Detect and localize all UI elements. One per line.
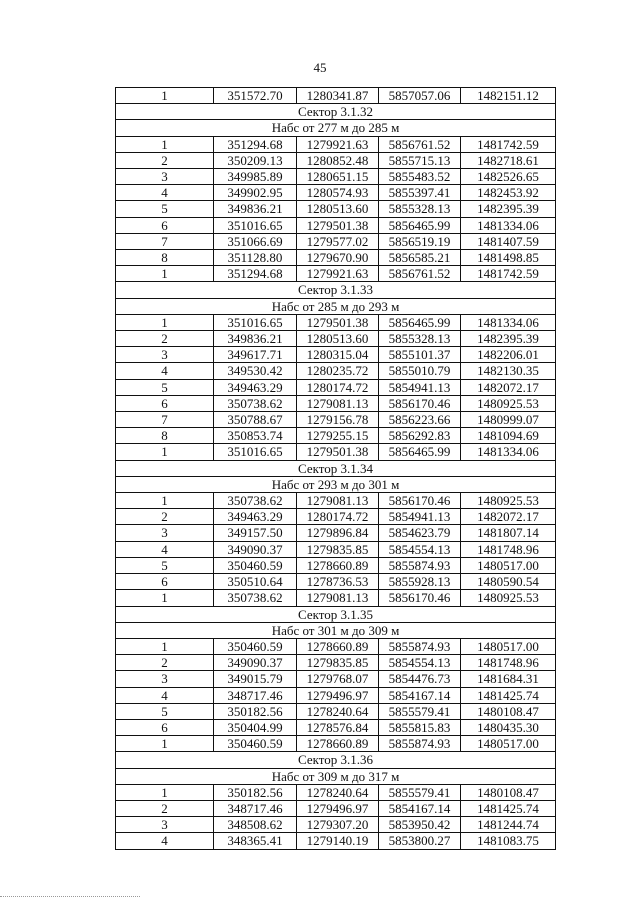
- point-number-cell: 6: [116, 217, 214, 233]
- coordinate-cell: 1278576.84: [297, 719, 379, 735]
- point-number-cell: 1: [116, 88, 214, 104]
- sector-title: Сектор 3.1.32: [116, 104, 556, 120]
- sector-range-row: [116, 768, 556, 784]
- coordinate-cell: 1280235.72: [297, 363, 379, 379]
- coordinate-cell: 1481407.59: [461, 233, 556, 249]
- coordinate-cell: 5855874.93: [379, 736, 461, 752]
- coordinate-cell: 350182.56: [214, 784, 297, 800]
- sector-range-row: [116, 120, 556, 136]
- table-row: [116, 557, 556, 573]
- coordinate-cell: 1481498.85: [461, 250, 556, 266]
- coordinate-cell: 1279921.63: [297, 266, 379, 282]
- point-number-cell: 1: [116, 266, 214, 282]
- coordinate-cell: 1482526.65: [461, 169, 556, 185]
- coordinate-cell: 1278736.53: [297, 574, 379, 590]
- table-row: [116, 201, 556, 217]
- point-number-cell: 2: [116, 331, 214, 347]
- coordinates-table: [115, 87, 556, 850]
- table-row: [116, 817, 556, 833]
- coordinate-cell: 1482151.12: [461, 88, 556, 104]
- coordinate-cell: 5855874.93: [379, 638, 461, 654]
- coordinate-cell: 1481807.14: [461, 525, 556, 541]
- point-number-cell: 1: [116, 493, 214, 509]
- point-number-cell: 1: [116, 590, 214, 606]
- coordinate-cell: 1481094.69: [461, 428, 556, 444]
- coordinate-cell: 1280852.48: [297, 152, 379, 168]
- coordinate-cell: 348365.41: [214, 833, 297, 849]
- coordinate-cell: 5856223.66: [379, 412, 461, 428]
- coordinate-cell: 349617.71: [214, 347, 297, 363]
- coordinate-cell: 5854167.14: [379, 800, 461, 816]
- coordinate-cell: 1482453.92: [461, 185, 556, 201]
- coordinate-cell: 1279577.02: [297, 233, 379, 249]
- coordinate-cell: 351572.70: [214, 88, 297, 104]
- coordinate-cell: 5855579.41: [379, 703, 461, 719]
- coordinate-cell: 1278660.89: [297, 638, 379, 654]
- coordinate-cell: 5855101.37: [379, 347, 461, 363]
- coordinate-cell: 5856519.19: [379, 233, 461, 249]
- point-number-cell: 3: [116, 817, 214, 833]
- coordinate-cell: 1279501.38: [297, 444, 379, 460]
- point-number-cell: 5: [116, 201, 214, 217]
- coordinate-cell: 349015.79: [214, 671, 297, 687]
- point-number-cell: 8: [116, 250, 214, 266]
- table-row: [116, 88, 556, 104]
- point-number-cell: 4: [116, 541, 214, 557]
- coordinate-cell: 350209.13: [214, 152, 297, 168]
- coordinate-cell: 1480999.07: [461, 412, 556, 428]
- coordinate-cell: 1279921.63: [297, 136, 379, 152]
- sector-title: Сектор 3.1.34: [116, 460, 556, 476]
- coordinate-cell: 1482395.39: [461, 201, 556, 217]
- point-number-cell: 6: [116, 719, 214, 735]
- coordinate-cell: 1481244.74: [461, 817, 556, 833]
- coordinate-cell: 5856465.99: [379, 444, 461, 460]
- sector-range-row: [116, 622, 556, 638]
- sector-range: Набс от 301 м до 309 м: [116, 622, 556, 638]
- coordinate-cell: 1481334.06: [461, 444, 556, 460]
- coordinate-cell: 1278240.64: [297, 703, 379, 719]
- coordinate-cell: 1279501.38: [297, 314, 379, 330]
- coordinate-cell: 349090.37: [214, 655, 297, 671]
- table-row: [116, 379, 556, 395]
- coordinate-cell: 1280174.72: [297, 379, 379, 395]
- coordinate-cell: 1280651.15: [297, 169, 379, 185]
- coordinate-cell: 1480517.00: [461, 638, 556, 654]
- table-row: [116, 638, 556, 654]
- scan-edge-line: [0, 896, 140, 898]
- coordinate-cell: 1482206.01: [461, 347, 556, 363]
- coordinates-table-body: [116, 88, 556, 850]
- point-number-cell: 4: [116, 363, 214, 379]
- sector-title-row: [116, 282, 556, 298]
- sector-title-row: [116, 752, 556, 768]
- coordinate-cell: 5856170.46: [379, 395, 461, 411]
- table-row: [116, 509, 556, 525]
- coordinate-cell: 5854554.13: [379, 541, 461, 557]
- sector-title-row: [116, 460, 556, 476]
- table-row: [116, 719, 556, 735]
- coordinate-cell: 350510.64: [214, 574, 297, 590]
- table-row: [116, 736, 556, 752]
- coordinate-cell: 1278660.89: [297, 736, 379, 752]
- coordinate-cell: 1482718.61: [461, 152, 556, 168]
- coordinate-cell: 349090.37: [214, 541, 297, 557]
- coordinate-cell: 5854623.79: [379, 525, 461, 541]
- coordinate-cell: 350738.62: [214, 493, 297, 509]
- point-number-cell: 2: [116, 509, 214, 525]
- point-number-cell: 5: [116, 379, 214, 395]
- point-number-cell: 2: [116, 800, 214, 816]
- coordinate-cell: 349902.95: [214, 185, 297, 201]
- table-row: [116, 493, 556, 509]
- point-number-cell: 3: [116, 347, 214, 363]
- table-row: [116, 655, 556, 671]
- coordinate-cell: 349985.89: [214, 169, 297, 185]
- point-number-cell: 1: [116, 784, 214, 800]
- coordinate-cell: 5853800.27: [379, 833, 461, 849]
- coordinate-cell: 348717.46: [214, 687, 297, 703]
- coordinate-cell: 5856170.46: [379, 493, 461, 509]
- coordinate-cell: 1279768.07: [297, 671, 379, 687]
- table-row: [116, 169, 556, 185]
- coordinate-cell: 5857057.06: [379, 88, 461, 104]
- table-row: [116, 671, 556, 687]
- coordinate-cell: 1481334.06: [461, 217, 556, 233]
- coordinate-cell: 1279501.38: [297, 217, 379, 233]
- table-row: [116, 574, 556, 590]
- coordinate-cell: 1480108.47: [461, 784, 556, 800]
- table-row: [116, 331, 556, 347]
- coordinate-cell: 350788.67: [214, 412, 297, 428]
- coordinate-cell: 5854941.13: [379, 379, 461, 395]
- coordinate-cell: 349463.29: [214, 509, 297, 525]
- coordinate-cell: 5856292.83: [379, 428, 461, 444]
- coordinate-cell: 5856170.46: [379, 590, 461, 606]
- point-number-cell: 1: [116, 736, 214, 752]
- point-number-cell: 1: [116, 136, 214, 152]
- coordinate-cell: 5856465.99: [379, 217, 461, 233]
- coordinate-cell: 1480517.00: [461, 736, 556, 752]
- point-number-cell: 6: [116, 395, 214, 411]
- table-row: [116, 590, 556, 606]
- point-number-cell: 2: [116, 655, 214, 671]
- coordinate-cell: 1480517.00: [461, 557, 556, 573]
- point-number-cell: 8: [116, 428, 214, 444]
- sector-title: Сектор 3.1.33: [116, 282, 556, 298]
- coordinate-cell: 5855928.13: [379, 574, 461, 590]
- coordinate-cell: 1280174.72: [297, 509, 379, 525]
- coordinate-cell: 1279835.85: [297, 655, 379, 671]
- sector-range: Набс от 293 м до 301 м: [116, 476, 556, 492]
- point-number-cell: 4: [116, 185, 214, 201]
- point-number-cell: 6: [116, 574, 214, 590]
- coordinate-cell: 1482072.17: [461, 379, 556, 395]
- table-row: [116, 185, 556, 201]
- coordinate-cell: 348717.46: [214, 800, 297, 816]
- coordinate-cell: 1279835.85: [297, 541, 379, 557]
- table-row: [116, 395, 556, 411]
- coordinate-cell: 1279896.84: [297, 525, 379, 541]
- coordinate-cell: 1279255.15: [297, 428, 379, 444]
- coordinate-cell: 1480108.47: [461, 703, 556, 719]
- coordinate-cell: 1279081.13: [297, 590, 379, 606]
- coordinate-cell: 1279496.97: [297, 687, 379, 703]
- point-number-cell: 7: [116, 233, 214, 249]
- sector-range: Набс от 285 м до 293 м: [116, 298, 556, 314]
- coordinate-cell: 5855328.13: [379, 331, 461, 347]
- table-row: [116, 152, 556, 168]
- coordinate-cell: 1480435.30: [461, 719, 556, 735]
- coordinate-cell: 1280341.87: [297, 88, 379, 104]
- coordinate-cell: 5856585.21: [379, 250, 461, 266]
- coordinate-cell: 1480925.53: [461, 493, 556, 509]
- coordinate-cell: 1482072.17: [461, 509, 556, 525]
- table-row: [116, 412, 556, 428]
- coordinate-cell: 1480925.53: [461, 395, 556, 411]
- coordinate-cell: 1279140.19: [297, 833, 379, 849]
- point-number-cell: 4: [116, 833, 214, 849]
- coordinate-cell: 351294.68: [214, 266, 297, 282]
- table-row: [116, 136, 556, 152]
- coordinate-cell: 350404.99: [214, 719, 297, 735]
- point-number-cell: 4: [116, 687, 214, 703]
- coordinate-cell: 350460.59: [214, 638, 297, 654]
- coordinate-cell: 1481334.06: [461, 314, 556, 330]
- coordinate-cell: 5854167.14: [379, 687, 461, 703]
- coordinate-cell: 350738.62: [214, 395, 297, 411]
- point-number-cell: 3: [116, 169, 214, 185]
- page-number: 45: [313, 60, 327, 75]
- sector-range-row: [116, 298, 556, 314]
- point-number-cell: 5: [116, 557, 214, 573]
- coordinate-cell: 5854476.73: [379, 671, 461, 687]
- coordinate-cell: 351128.80: [214, 250, 297, 266]
- coordinate-cell: 5856761.52: [379, 136, 461, 152]
- sector-range: Набс от 309 м до 317 м: [116, 768, 556, 784]
- coordinate-cell: 1481083.75: [461, 833, 556, 849]
- coordinate-cell: 1481742.59: [461, 266, 556, 282]
- coordinate-cell: 1279081.13: [297, 493, 379, 509]
- table-row: [116, 784, 556, 800]
- coordinate-cell: 349157.50: [214, 525, 297, 541]
- coordinate-cell: 5855579.41: [379, 784, 461, 800]
- coordinate-cell: 5855397.41: [379, 185, 461, 201]
- coordinate-cell: 1279496.97: [297, 800, 379, 816]
- coordinate-cell: 1280513.60: [297, 201, 379, 217]
- coordinate-cell: 351016.65: [214, 217, 297, 233]
- coordinate-cell: 5855874.93: [379, 557, 461, 573]
- table-row: [116, 428, 556, 444]
- table-row: [116, 687, 556, 703]
- point-number-cell: 3: [116, 525, 214, 541]
- coordinate-cell: 1280315.04: [297, 347, 379, 363]
- sector-range: Набс от 277 м до 285 м: [116, 120, 556, 136]
- sector-range-row: [116, 476, 556, 492]
- point-number-cell: 7: [116, 412, 214, 428]
- table-row: [116, 525, 556, 541]
- sector-title: Сектор 3.1.36: [116, 752, 556, 768]
- coordinate-cell: 1278240.64: [297, 784, 379, 800]
- coordinate-cell: 5853950.42: [379, 817, 461, 833]
- sector-title: Сектор 3.1.35: [116, 606, 556, 622]
- coordinate-cell: 1482130.35: [461, 363, 556, 379]
- coordinate-cell: 5855715.13: [379, 152, 461, 168]
- coordinate-cell: 1279081.13: [297, 395, 379, 411]
- coordinate-cell: 1280513.60: [297, 331, 379, 347]
- coordinate-cell: 1279670.90: [297, 250, 379, 266]
- coordinate-cell: 349836.21: [214, 331, 297, 347]
- coordinate-cell: 350853.74: [214, 428, 297, 444]
- coordinate-cell: 348508.62: [214, 817, 297, 833]
- coordinate-cell: 349463.29: [214, 379, 297, 395]
- point-number-cell: 1: [116, 444, 214, 460]
- table-row: [116, 833, 556, 849]
- table-row: [116, 347, 556, 363]
- sector-title-row: [116, 104, 556, 120]
- coordinate-cell: 5855328.13: [379, 201, 461, 217]
- point-number-cell: 1: [116, 314, 214, 330]
- coordinate-cell: 1481742.59: [461, 136, 556, 152]
- coordinate-cell: 351294.68: [214, 136, 297, 152]
- coordinate-cell: 351016.65: [214, 444, 297, 460]
- table-row: [116, 541, 556, 557]
- coordinate-cell: 5855815.83: [379, 719, 461, 735]
- coordinate-cell: 350460.59: [214, 736, 297, 752]
- table-row: [116, 314, 556, 330]
- coordinate-cell: 5855010.79: [379, 363, 461, 379]
- coordinate-cell: 350460.59: [214, 557, 297, 573]
- coordinate-cell: 1280574.93: [297, 185, 379, 201]
- point-number-cell: 2: [116, 152, 214, 168]
- coordinate-cell: 5856761.52: [379, 266, 461, 282]
- coordinate-cell: 349836.21: [214, 201, 297, 217]
- coordinate-cell: 1481748.96: [461, 541, 556, 557]
- coordinate-cell: 5854941.13: [379, 509, 461, 525]
- table-row: [116, 250, 556, 266]
- coordinate-cell: 1481425.74: [461, 800, 556, 816]
- coordinate-cell: 350182.56: [214, 703, 297, 719]
- table-row: [116, 266, 556, 282]
- coordinate-cell: 1480590.54: [461, 574, 556, 590]
- coordinate-cell: 351016.65: [214, 314, 297, 330]
- point-number-cell: 5: [116, 703, 214, 719]
- coordinate-cell: 5854554.13: [379, 655, 461, 671]
- coordinate-cell: 1279307.20: [297, 817, 379, 833]
- table-row: [116, 444, 556, 460]
- coordinate-cell: 1278660.89: [297, 557, 379, 573]
- coordinate-cell: 5856465.99: [379, 314, 461, 330]
- coordinate-cell: 1481425.74: [461, 687, 556, 703]
- point-number-cell: 1: [116, 638, 214, 654]
- table-row: [116, 703, 556, 719]
- coordinate-cell: 1481748.96: [461, 655, 556, 671]
- coordinate-cell: 5855483.52: [379, 169, 461, 185]
- coordinate-cell: 1480925.53: [461, 590, 556, 606]
- table-row: [116, 233, 556, 249]
- point-number-cell: 3: [116, 671, 214, 687]
- table-row: [116, 800, 556, 816]
- coordinate-cell: 351066.69: [214, 233, 297, 249]
- coordinate-cell: 1481684.31: [461, 671, 556, 687]
- coordinate-cell: 1279156.78: [297, 412, 379, 428]
- coordinate-cell: 1482395.39: [461, 331, 556, 347]
- table-row: [116, 217, 556, 233]
- sector-title-row: [116, 606, 556, 622]
- coordinate-cell: 350738.62: [214, 590, 297, 606]
- coordinate-cell: 349530.42: [214, 363, 297, 379]
- table-row: [116, 363, 556, 379]
